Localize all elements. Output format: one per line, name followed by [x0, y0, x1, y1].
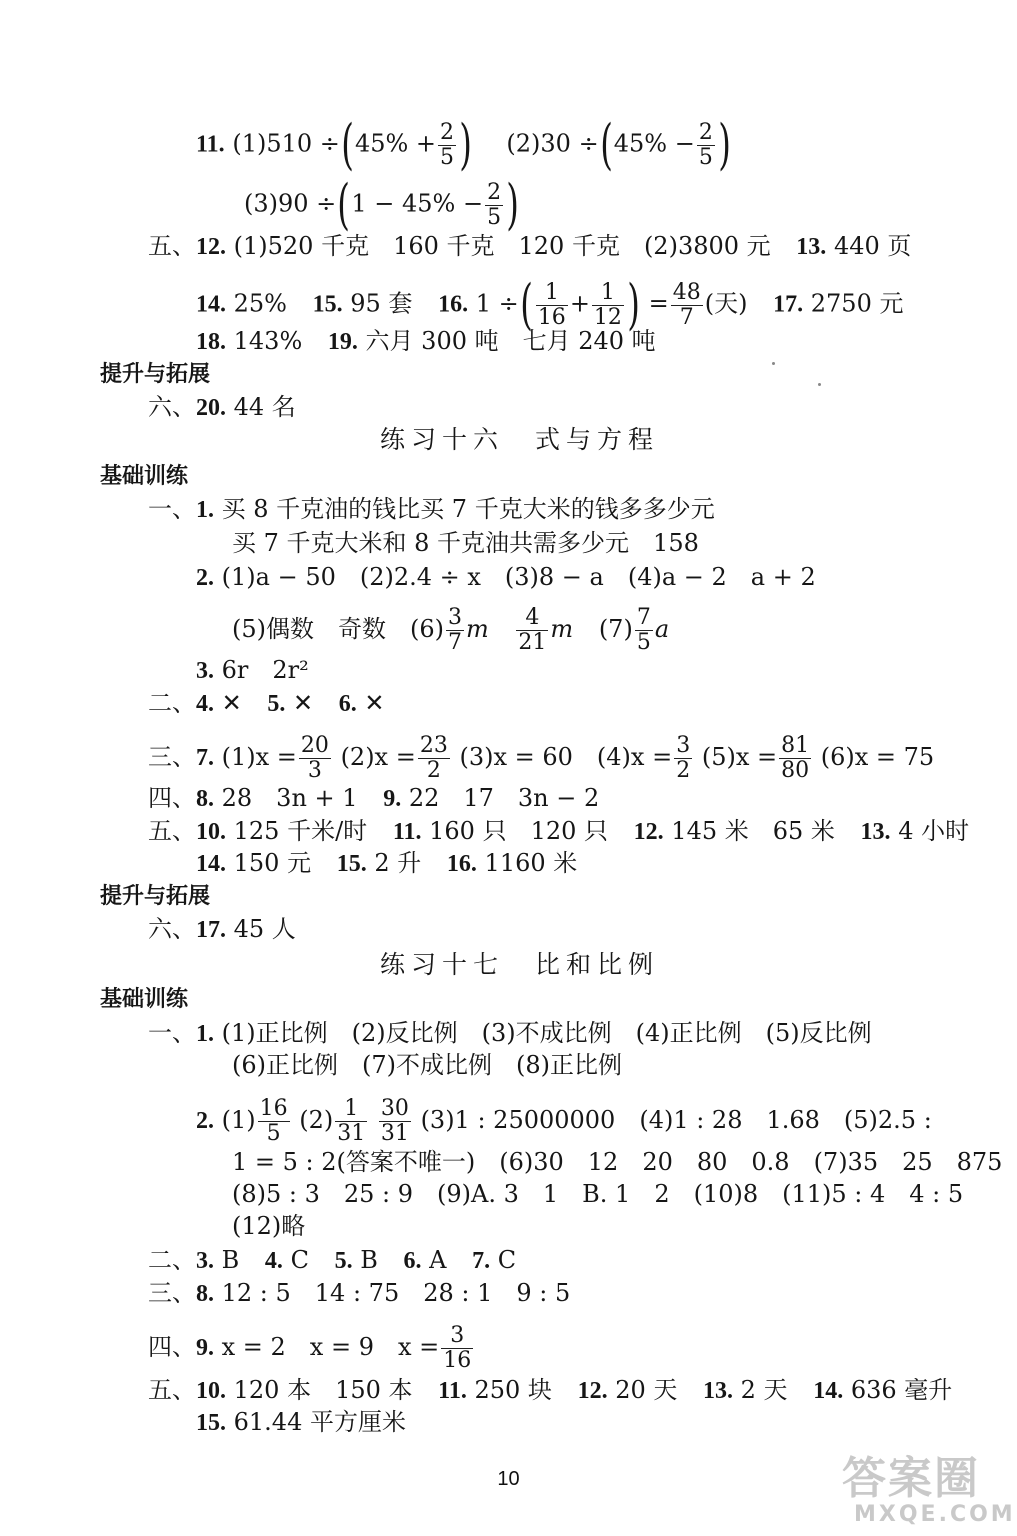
question-number: 16.	[438, 291, 469, 318]
denominator: 7	[679, 304, 694, 330]
numerator: 3	[441, 1324, 473, 1349]
answer-line-2b	[232, 1147, 1002, 1177]
numerator: 7	[636, 605, 651, 630]
answer-line-4	[148, 688, 385, 719]
section-heading: 基础训练	[100, 464, 189, 489]
page-number: 10	[497, 1468, 520, 1490]
question-number: 18.	[196, 329, 226, 355]
question-number: 14.	[196, 851, 226, 877]
answer-line-8	[148, 1278, 570, 1309]
part-label: 四、	[148, 1333, 196, 1361]
question-number: 7.	[472, 1248, 491, 1274]
fraction	[441, 1324, 473, 1373]
numerator: 48	[672, 279, 701, 305]
fraction	[779, 734, 811, 783]
answer-text: (天)	[704, 289, 748, 318]
answer-text: (2)x =	[340, 743, 416, 771]
denominator: 2	[676, 758, 691, 783]
answer-text: 45% +	[354, 129, 437, 158]
answer-text: (5)偶数 奇数 (6)	[232, 615, 444, 643]
answer-text: 2 天	[740, 1376, 788, 1404]
answer-text: 20 天	[615, 1376, 678, 1404]
answer-text: 22 17 3n − 2	[408, 784, 600, 812]
answer-text: B	[360, 1246, 378, 1274]
denominator: 12	[593, 304, 622, 330]
part-label: 二、	[148, 689, 196, 717]
answer-text: (5)x =	[701, 743, 778, 771]
numerator: 4	[516, 606, 548, 631]
denominator: 5	[487, 204, 502, 230]
answer-line-2b	[232, 606, 669, 655]
denominator: 31	[380, 1121, 409, 1146]
question-number: 16.	[446, 851, 477, 877]
question-number: 15.	[336, 851, 367, 877]
question-number: 14.	[196, 291, 226, 318]
denominator: 5	[266, 1121, 281, 1146]
fraction	[485, 181, 503, 230]
part-label: 四、	[148, 784, 196, 812]
answer-text: 45 人	[233, 915, 296, 943]
right-paren: )	[718, 113, 731, 176]
answer-line-1b	[232, 1050, 622, 1080]
question-number: 12.	[633, 819, 664, 845]
fraction	[438, 121, 456, 170]
answer-text: 440 页	[833, 232, 912, 260]
part-label: 三、	[148, 743, 196, 771]
answer-line-1	[148, 494, 715, 525]
answer-text: (6)x = 75	[820, 743, 935, 771]
answer-text: (1)x =	[221, 743, 297, 771]
answer-line-2d	[232, 1211, 305, 1241]
answer-line-20	[148, 392, 296, 423]
fraction	[258, 1097, 290, 1146]
part-label: 五、	[148, 817, 196, 845]
watermark-site: MXQE.COM	[854, 1502, 1016, 1527]
question-number: 13.	[860, 819, 891, 845]
answer-text: 25%	[233, 289, 287, 318]
answer-text: (12)略	[232, 1212, 306, 1240]
left-paren: (	[337, 173, 351, 236]
denominator: 5	[440, 144, 455, 170]
left-paren: (	[341, 113, 354, 176]
fraction	[299, 734, 331, 783]
answer-text: 4 小时	[898, 817, 970, 845]
question-number: 17.	[773, 291, 804, 318]
numerator: 16	[259, 1096, 288, 1121]
answer-text: 636 毫升	[850, 1376, 953, 1404]
question-number: 12.	[196, 234, 226, 260]
answer-text: 250 块	[474, 1376, 552, 1404]
fraction	[418, 734, 450, 783]
section-title: 练习十六 式与方程	[380, 425, 660, 454]
answer-text: 2750 元	[810, 289, 904, 318]
answer-text: (8)5 : 3 25 : 9 (9)A. 3 1 B. 1 2 (10)8 (11)5 : 4 4 : 5	[232, 1180, 964, 1208]
answer-line-2c	[232, 1179, 963, 1209]
cross-mark: ✕	[221, 689, 242, 717]
variable: a	[654, 615, 670, 643]
question-number: 6.	[338, 691, 357, 717]
fraction	[671, 281, 703, 330]
operator: +	[569, 289, 590, 318]
denominator: 2	[426, 758, 441, 783]
part-label: 一、	[148, 1019, 196, 1047]
answer-text: 28 3n + 1	[221, 784, 358, 812]
numerator: 81	[781, 733, 810, 758]
numerator: 1	[335, 1097, 367, 1122]
question-number: 8.	[196, 1281, 214, 1307]
question-number: 14.	[813, 1378, 844, 1404]
answer-line-8	[148, 783, 599, 814]
part-label: 三、	[148, 1279, 196, 1307]
answer-text: 1 − 45% −	[351, 189, 484, 218]
numerator: 1	[536, 281, 568, 306]
question-number: 1.	[196, 497, 214, 523]
answer-text: 1160 米	[484, 849, 578, 877]
answer-line-2	[196, 1097, 932, 1146]
fraction	[635, 606, 653, 655]
answer-text: (1)a − 50 (2)2.4 ÷ x (3)8 − a (4)a − 2 a + 2	[221, 563, 816, 591]
answer-text: 44 名	[233, 393, 296, 421]
question-number: 3.	[196, 1248, 214, 1274]
answer-text: A	[429, 1246, 447, 1274]
answer-text: (1)正比例 (2)反比例 (3)不成比例 (4)正比例 (5)反比例	[221, 1019, 872, 1047]
answer-line-3	[196, 655, 309, 686]
question-number: 13.	[796, 234, 827, 260]
question-number: 9.	[196, 1335, 214, 1361]
scan-speck	[818, 383, 821, 386]
question-number: 20.	[196, 395, 226, 421]
question-number: 6.	[403, 1248, 422, 1274]
answer-line-1	[148, 1018, 872, 1049]
answer-line-12	[148, 231, 911, 262]
answer-text: 61.44 平方厘米	[233, 1408, 406, 1436]
answer-line-2	[196, 562, 816, 593]
numerator: 1	[592, 281, 624, 306]
denominator: 16	[443, 1348, 472, 1373]
watermark-text: 答案圈	[842, 1453, 980, 1504]
cross-mark: ✕	[293, 689, 314, 717]
answer-line-9	[148, 1324, 475, 1373]
answer-text: 160 只 120 只	[429, 817, 609, 845]
answer-text: (6)正比例 (7)不成比例 (8)正比例	[232, 1051, 622, 1079]
numerator: 3	[676, 733, 691, 758]
answer-text: (1)520 千克 160 千克 120 千克 (2)3800 元	[233, 232, 771, 260]
answer-line-1b	[232, 528, 699, 558]
answer-text: (1)	[221, 1106, 256, 1134]
answer-text: 买 8 千克油的钱比买 7 千克大米的钱多多少元	[221, 495, 715, 523]
answer-text: 2 升	[374, 849, 422, 877]
answer-text: C	[497, 1246, 517, 1274]
fraction	[516, 606, 548, 655]
question-number: 17.	[196, 917, 226, 943]
answer-text: 45% −	[613, 129, 695, 158]
answer-text: 1 ÷	[475, 289, 519, 318]
answer-text: (7)	[598, 615, 633, 643]
answer-line-11-3	[244, 173, 520, 236]
answer-text: 买 7 千克大米和 8 千克油共需多少元 158	[232, 529, 699, 557]
denominator: 7	[448, 630, 462, 655]
answer-line-10	[148, 816, 969, 847]
answer-text: C	[290, 1246, 309, 1274]
fraction	[697, 121, 715, 170]
question-number: 11.	[438, 1378, 467, 1404]
part-label: 五、	[148, 232, 196, 260]
scan-speck	[772, 362, 775, 365]
section-heading: 基础训练	[100, 987, 189, 1012]
denominator: 3	[307, 758, 322, 783]
question-number: 4.	[196, 691, 214, 717]
question-number: 10.	[196, 1378, 226, 1404]
right-paren: )	[627, 273, 640, 336]
answer-line-15	[196, 1407, 406, 1438]
question-number: 4.	[264, 1248, 283, 1274]
fraction	[446, 606, 464, 655]
answer-text: (2)30 ÷	[506, 129, 599, 158]
answer-text: 143%	[233, 327, 303, 355]
part-label: 二、	[148, 1246, 196, 1274]
answer-line-14	[196, 848, 577, 879]
variable: m	[466, 615, 489, 643]
answer-text: 95 套	[350, 289, 413, 318]
denominator: 5	[698, 144, 713, 170]
left-paren: (	[519, 273, 533, 336]
answer-line-7	[148, 734, 934, 783]
part-label: 六、	[148, 393, 196, 421]
numerator: 2	[487, 179, 502, 205]
right-paren: )	[506, 173, 519, 236]
question-number: 9.	[383, 786, 402, 812]
answer-line-17	[148, 914, 296, 945]
answer-text: (2)	[299, 1106, 334, 1134]
answer-text: (3)1 : 25000000 (4)1 : 28 1.68 (5)2.5 :	[420, 1106, 932, 1134]
question-number: 7.	[196, 745, 214, 771]
answer-text: 120 本 150 本	[233, 1376, 413, 1404]
left-paren: (	[599, 113, 613, 176]
denominator: 16	[537, 304, 566, 330]
denominator: 21	[518, 630, 547, 655]
answer-text: (3)90 ÷	[244, 189, 337, 218]
question-number: 13.	[703, 1378, 734, 1404]
answer-text: B	[221, 1246, 240, 1274]
cross-mark: ✕	[364, 689, 385, 717]
watermark-logo	[842, 1453, 1016, 1531]
denominator: 5	[636, 630, 651, 655]
variable: m	[550, 615, 574, 643]
question-number: 2.	[196, 565, 214, 591]
question-number: 5.	[334, 1248, 353, 1274]
question-number: 15.	[196, 1410, 226, 1436]
answer-text: 12 : 5 14 : 75 28 : 1 9 : 5	[221, 1279, 571, 1307]
denominator: 31	[337, 1121, 366, 1146]
question-number: 5.	[267, 691, 286, 717]
answer-text: 150 元	[233, 849, 312, 877]
answer-text: 6r 2r²	[221, 656, 309, 684]
denominator: 80	[781, 758, 810, 783]
answer-text: 145 米 65 米	[671, 817, 835, 845]
numerator: 2	[698, 119, 713, 145]
answer-line-11	[196, 113, 732, 176]
operator: =	[648, 289, 669, 318]
question-number: 19.	[327, 329, 358, 355]
numerator: 30	[380, 1096, 409, 1121]
answer-line-3	[148, 1245, 516, 1276]
question-number: 12.	[577, 1378, 608, 1404]
answer-line-14	[196, 273, 904, 336]
part-label: 一、	[148, 495, 196, 523]
right-paren: )	[459, 113, 472, 176]
numerator: 3	[448, 605, 462, 630]
fraction	[335, 1097, 367, 1146]
question-number: 3.	[196, 658, 214, 684]
question-number: 10.	[196, 819, 226, 845]
question-number: 11.	[392, 819, 422, 845]
answer-text: (3)x = 60 (4)x =	[459, 743, 673, 771]
answer-text: x = 2 x = 9 x =	[221, 1333, 440, 1361]
question-number: 8.	[196, 786, 214, 812]
question-number: 15.	[312, 291, 343, 318]
answer-text: 六月 300 吨 七月 240 吨	[365, 327, 656, 355]
answer-line-10	[148, 1375, 952, 1406]
section-heading: 提升与拓展	[100, 884, 211, 909]
fraction	[674, 734, 692, 783]
section-heading: 提升与拓展	[100, 362, 211, 387]
numerator: 23	[419, 733, 448, 758]
numerator: 2	[440, 119, 455, 145]
answer-text: 1 = 5 : 2(答案不唯一) (6)30 12 20 80 0.8 (7)35 25 875	[232, 1148, 1003, 1176]
answer-text: (1)510 ÷	[232, 129, 340, 158]
section-title: 练习十七 比和比例	[380, 950, 660, 979]
question-number: 1.	[196, 1021, 214, 1047]
answer-line-18	[196, 326, 656, 357]
part-label: 五、	[148, 1376, 196, 1404]
fraction	[592, 281, 624, 330]
fraction	[536, 281, 568, 330]
numerator: 20	[300, 733, 329, 758]
answer-text: 125 千米/时	[233, 817, 368, 845]
part-label: 六、	[148, 915, 196, 943]
question-number: 2.	[196, 1108, 214, 1134]
question-number: 11.	[196, 131, 225, 158]
fraction	[379, 1097, 411, 1146]
